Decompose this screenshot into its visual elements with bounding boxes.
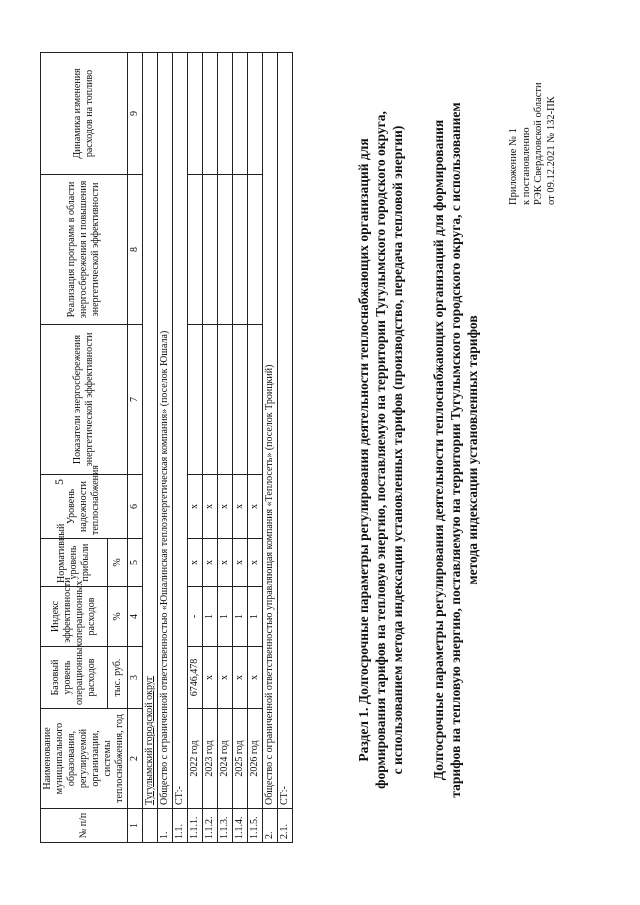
system-row: 1.1. СТ:- [173, 53, 188, 843]
unit-cell: % [108, 587, 128, 647]
unit-cell: % [108, 539, 128, 587]
header-cell: Индекс эффективности операционных расходов [41, 587, 108, 647]
appendix-line: к постановлению [520, 127, 532, 205]
municipality-row [143, 53, 158, 843]
header-cell: Уровень надежности теплоснабжения [41, 475, 128, 539]
header-cell: Реализация программ в области энергосбережения и повышения энергетической эффективности [41, 175, 128, 325]
appendix-note [508, 82, 558, 205]
table-row: 1.1.2. 2023 год x 1 x x [203, 53, 218, 843]
municipality-name: Тугулымский городской округ [143, 53, 158, 809]
system-row: 2.1. СТ:- [278, 53, 293, 843]
appendix-line: РЭК Свердловской области [533, 82, 544, 205]
organization-row: 2. Общество с ограниченной ответственностью управляющая компания «Теплосеть» (поселок Троицкий) [263, 53, 278, 843]
table-row: 1.1.4. 2025 год x 1 x x [233, 53, 248, 843]
header-cell: Базовый уровень операционных расходов [41, 647, 108, 709]
header-cell: Динамика изменения расходов на топливо [41, 53, 128, 175]
organization-row: 1. Общество с ограниченной ответственностью «Юшалинская теплоэнергетическая компания» (поселок Юшала) [158, 53, 173, 843]
header-row [41, 53, 108, 843]
unit-cell: тыс. руб. [108, 647, 128, 709]
header-cell: Наименование муниципального образования, регулируемой организации, системы теплоснабжения, год [41, 709, 128, 809]
main-title: Долгосрочные параметры регулирования деятельности теплоснабжающих организаций для формирования тарифов на тепловую энергию, поставляемую на территории Тугулымского городского округа, с использованием метода индексации установленных тарифов [431, 102, 480, 798]
table-row: 1.1.1. 2022 год 6746,478 - x x [188, 53, 203, 843]
table-row: 1.1.3. 2024 год x 1 x x [218, 53, 233, 843]
parameters-table [40, 52, 293, 843]
header-cell: Нормативный уровень прибыли [41, 539, 108, 587]
header-cell: № п/п [41, 809, 128, 843]
appendix-line: Приложение № 1 [508, 128, 519, 205]
table-row: 1.1.5. 2026 год x 1 x x [248, 53, 263, 843]
column-number-row: 1 2 3 4 5 6 7 8 9 [128, 53, 143, 843]
header-cell: Показатели энергосбережения энергетической эффективности [41, 325, 128, 475]
appendix-line: от 09.12.2021 № 132-ПК [545, 96, 557, 205]
page-number: 5 [52, 479, 66, 485]
organization-name: Общество с ограниченной ответственностью «Юшалинская теплоэнергетическая компания» (поселок Юшала) [158, 53, 173, 809]
organization-name: Общество с ограниченной ответственностью управляющая компания «Теплосеть» (поселок Троицкий) [263, 53, 278, 809]
section-title: Раздел 1. Долгосрочные параметры регулирования деятельности теплоснабжающих организаций для формирования тарифов на тепловую энергию, поставляемую на территории Тугулымского городского округа, с использованием метода индексации установленных тарифов (производство, передача тепловой энергии) [356, 111, 405, 789]
